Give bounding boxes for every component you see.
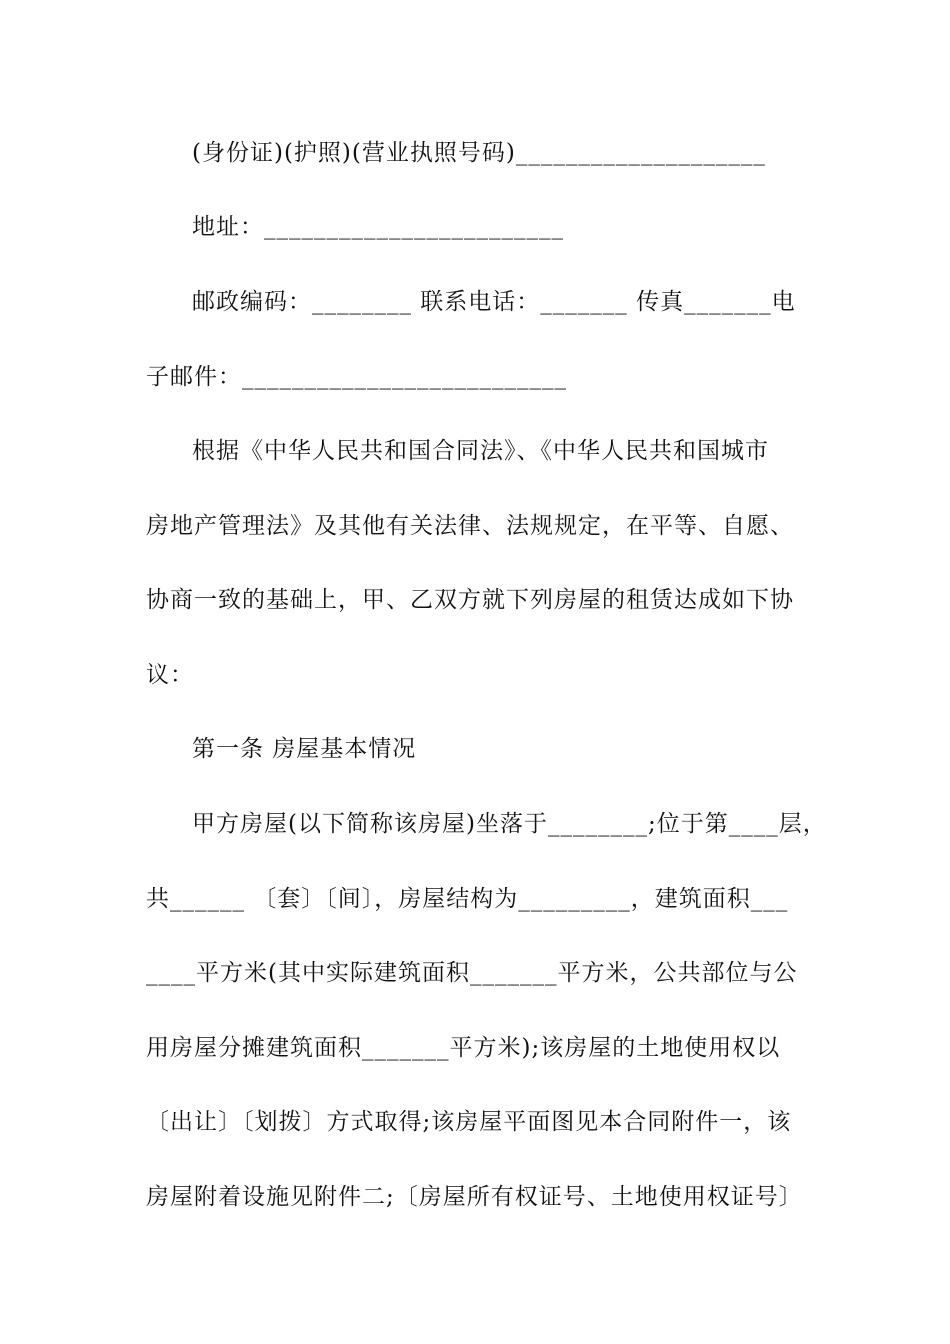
paragraph-line: 议： [146, 662, 194, 688]
paragraph-line: 房地产管理法》及其他有关法律、法规规定，在平等、自愿、 [146, 513, 794, 539]
paragraph-line: 共______ 〔套〕〔间〕，房屋结构为_________，建筑面积___ [146, 886, 789, 912]
paragraph-line: 房屋附着设施见附件二;〔房屋所有权证号、土地使用权证号〕 [146, 1184, 803, 1210]
contact-line: 邮政编码：________ 联系电话：_______ 传真_______电 [192, 289, 796, 315]
section-heading: 第一条 房屋基本情况 [192, 736, 417, 762]
paragraph-line: 〔出让〕〔划拨〕方式取得;该房屋平面图见本合同附件一，该 [146, 1109, 792, 1135]
email-line: 子邮件：__________________________ [146, 364, 567, 390]
paragraph-line: 协商一致的基础上，甲、乙双方就下列房屋的租赁达成如下协 [146, 587, 794, 613]
paragraph-line: ____平方米(其中实际建筑面积_______平方米，公共部位与公 [146, 960, 798, 986]
paragraph-line: 甲方房屋(以下简称该房屋)坐落于________;位于第____层， [192, 811, 827, 837]
address-line: 地址：________________________ [192, 214, 564, 240]
paragraph-line: 用房屋分摊建筑面积_______平方米);该房屋的土地使用权以 [146, 1035, 781, 1061]
paragraph-line: 根据《中华人民共和国合同法》、《中华人民共和国城市 [192, 438, 769, 464]
id-number-line: (身份证)(护照)(营业执照号码)____________________ [192, 140, 766, 166]
